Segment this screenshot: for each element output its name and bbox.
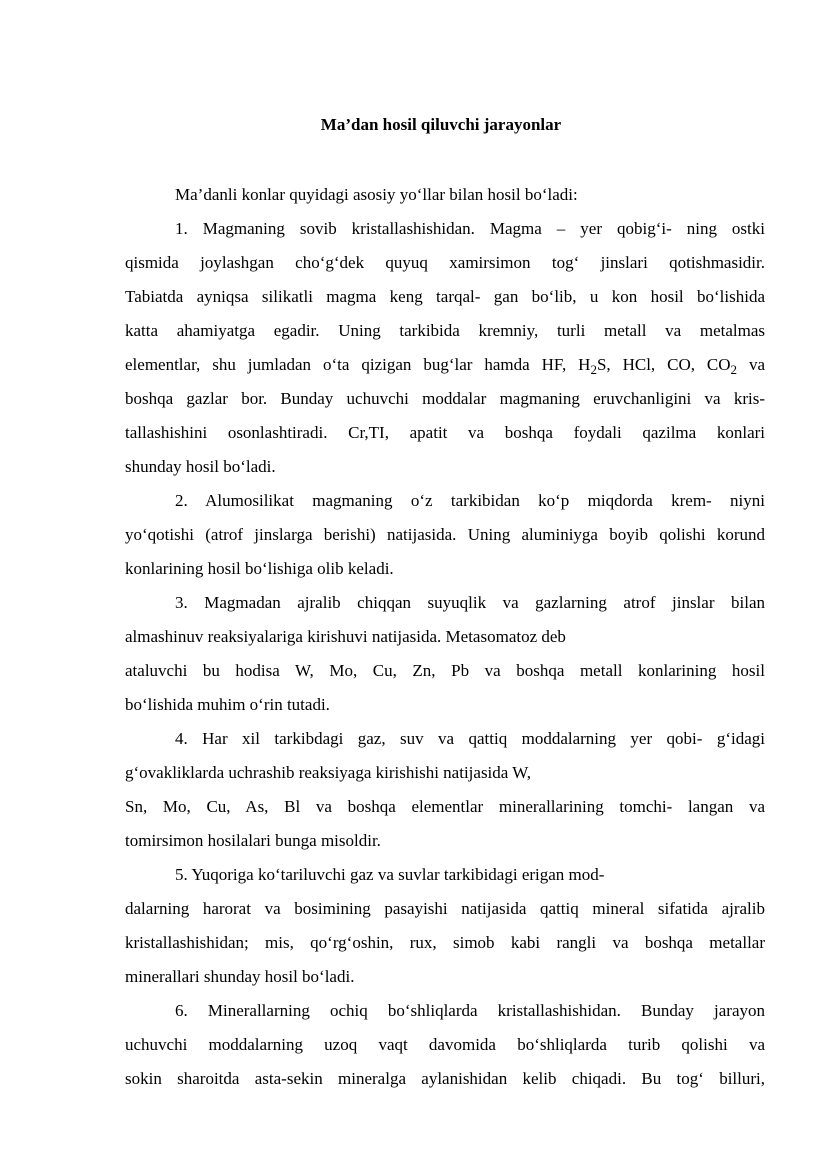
subscript-2: 2	[730, 362, 738, 377]
paragraph-line: Tabiatda ayniqsa silikatli magma keng tarqal- gan bo‘lib, u kon hosil bo‘lishida	[125, 287, 765, 306]
paragraph-line: tallashishini osonlashtiradi. Cr,TI, apatit va boshqa foydali qazilma konlari	[125, 423, 765, 442]
paragraph-line: 6. Minerallarning ochiq bo‘shliqlarda kristallashishidan. Bunday jarayon	[175, 1001, 765, 1020]
paragraph-line: 1. Magmaning sovib kristallashishidan. Magma – yer qobig‘i- ning ostki	[175, 219, 765, 238]
paragraph-line: konlarining hosil bo‘lishiga olib keladi.	[125, 559, 394, 578]
paragraph-line: boshqa gazlar bor. Bunday uchuvchi moddalar magmaning eruvchanligini va kris-	[125, 389, 765, 408]
paragraph-line: Sn, Mo, Cu, As, Bl va boshqa elementlar minerallarining tomchi- langan va	[125, 797, 765, 816]
intro-line: Ma’danli konlar quyidagi asosiy yo‘llar bilan hosil bo‘ladi:	[175, 185, 578, 204]
paragraph-line: katta ahamiyatga egadir. Uning tarkibida kremniy, turli metall va metalmas	[125, 321, 765, 340]
paragraph-line: sokin sharoitda asta-sekin mineralga aylanishidan kelib chiqadi. Bu tog‘ billuri,	[125, 1069, 765, 1088]
paragraph-line: kristallashishidan; mis, qo‘rg‘oshin, rux, simob kabi rangli va boshqa metallar	[125, 933, 765, 952]
paragraph-line: minerallari shunday hosil bo‘ladi.	[125, 967, 355, 986]
chem-text-c: va	[737, 355, 766, 374]
subscript-2: 2	[590, 362, 597, 377]
paragraph-line: 2. Alumosilikat magmaning o‘z tarkibidan ko‘p miqdorda krem- niyni	[175, 491, 765, 510]
paragraph-line: 4. Har xil tarkibdagi gaz, suv va qattiq moddalarning yer qobi- g‘idagi	[175, 729, 765, 748]
page-title: Ma’dan hosil qiluvchi jarayonlar	[320, 115, 562, 134]
paragraph-line: dalarning harorat va bosimining pasayishi natijasida qattiq mineral sifatida ajralib	[125, 899, 765, 918]
paragraph-line: ataluvchi bu hodisa W, Mo, Cu, Zn, Pb va boshqa metall konlarining hosil	[125, 661, 765, 680]
paragraph-line: shunday hosil bo‘ladi.	[125, 457, 276, 476]
paragraph-line: uchuvchi moddalarning uzoq vaqt davomida bo‘shliqlarda turib qolishi va	[125, 1035, 765, 1054]
paragraph-line: almashinuv reaksiyalariga kirishuvi natijasida. Metasomatoz deb	[125, 627, 566, 646]
chem-text-a: elementlar, shu jumladan o‘ta qizigan bug‘lar hamda HF, H	[125, 355, 591, 374]
paragraph-line: g‘ovakliklarda uchrashib reaksiyaga kirishishi natijasida W,	[125, 763, 532, 782]
paragraph-line: bo‘lishida muhim o‘rin tutadi.	[125, 695, 330, 714]
paragraph-line: 5. Yuqoriga ko‘tariluvchi gaz va suvlar tarkibidagi erigan mod-	[175, 865, 605, 884]
chem-text-b: S, HCl, CO, CO	[596, 355, 731, 374]
paragraph-line: tomirsimon hosilalari bunga misoldir.	[125, 831, 381, 850]
paragraph-line-chemistry	[125, 348, 765, 382]
paragraph-line: 3. Magmadan ajralib chiqqan suyuqlik va gazlarning atrof jinslar bilan	[175, 593, 765, 612]
document-body	[125, 178, 765, 1096]
paragraph-line: yo‘qotishi (atrof jinslarga berishi) natijasida. Uning aluminiyga boyib qolishi korund	[125, 525, 765, 544]
paragraph-line: qismida joylashgan cho‘g‘dek quyuq xamirsimon tog‘ jinslari qotishmasidir.	[125, 253, 765, 272]
